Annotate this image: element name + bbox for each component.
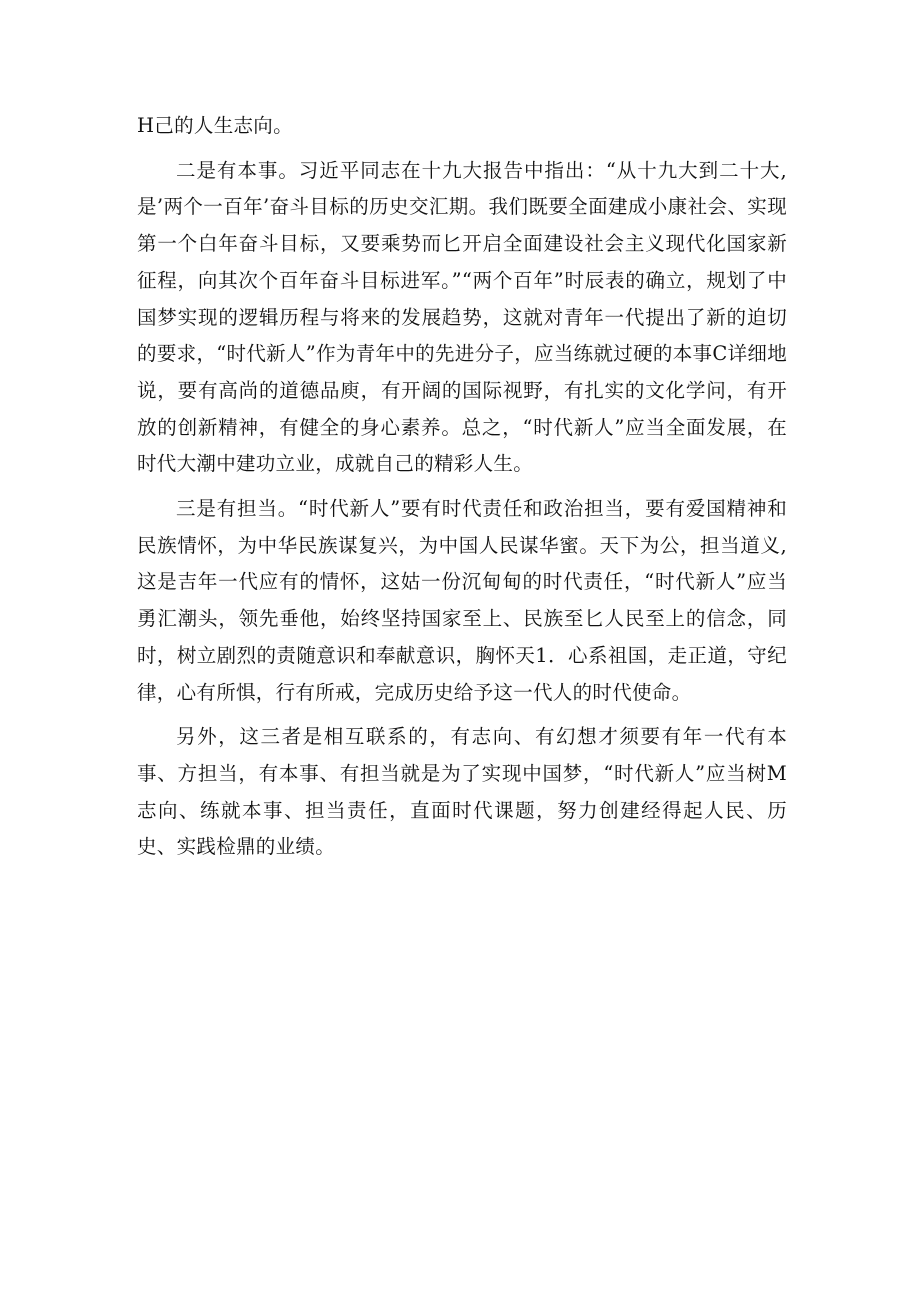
document-body: [137, 108, 787, 866]
paragraph-gap: [137, 711, 787, 719]
paragraph-conclusion: 另外，这三者是相互联系的，有志向、有幻想才须要有年一代有本事、方担当，有本事、有担当就是为了实现中国梦，“时代新人”应当树M志向、练就本事、担当责任，直面时代课题，努力创建经得起人民、历史、实践检鼎的业绩。: [137, 725, 787, 859]
paragraph-second-point: 二是有本事。习近平同志在十九大报告中指出：“从十九大到二十大,是’两个一百年’奋斗目标的历史交汇期。我们既要全面建成小康社会、实现第一个白年奋斗目标，又要乘势而匕开启全面建设社会主义现代化国家新征程，向其次个百年奋斗目标进军。”“两个百年”时辰表的确立，规划了中国梦实现的逻辑历程与将来的发展趋势，这就对青年一代提出了新的迫切的要求，“时代新人”作为青年中的先进分子，应当练就过硬的本事C详细地说，要有高尚的道德品庾，有开阔的国际视野，有扎实的文化学问，有开放的创新精神，有健全的身心素养。总之，“时代新人”应当全面发展，在时代大潮中建功立业，成就自己的精彩人生。: [137, 158, 787, 476]
paragraph-gap: [137, 483, 787, 491]
paragraph-third-point: 三是有担当。“时代新人”要有时代责任和政治担当，要有爱国精神和民族情怀，为中华民族谋复兴，为中国人民谋华蜜。天下为公，担当道义,这是吉年一代应有的情怀，这姑一份沉甸甸的时代责任，“时代新人”应当勇汇潮头，领先垂他，始终坚持国家至上、民族至匕人民至上的信念，同时，树立剧烈的责随意识和奉献意识，胸怀天1．心系祖国，走正道，守纪律，心有所惧，行有所戒，完成历史给予这一代人的时代使命。: [137, 497, 787, 704]
paragraph-continuation: H己的人生志向。: [137, 114, 293, 137]
paragraph-gap: [137, 145, 787, 153]
